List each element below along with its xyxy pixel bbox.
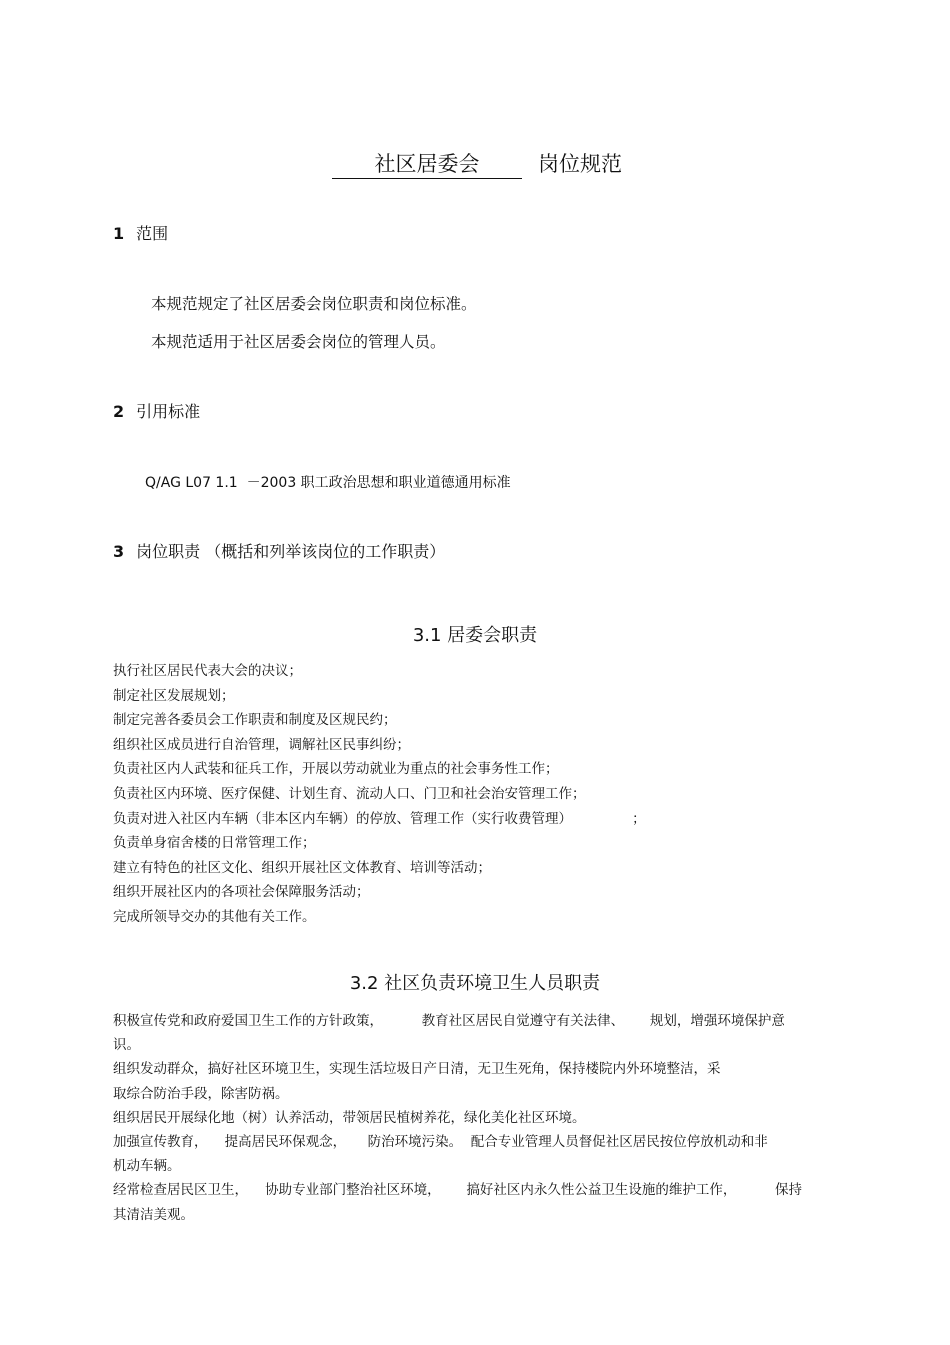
list-item: 经常检查居民区卫生， 协助专业部门整治社区环境， 搞好社区内永久性公益卫生设施的维护工作， 保持 bbox=[113, 1182, 803, 1199]
list-item: 组织居民开展绿化地（树）认养活动，带领居民植树养花，绿化美化社区环境。 bbox=[113, 1109, 586, 1126]
scope-line-1: 本规范规定了社区居委会岗位职责和岗位标准。 bbox=[151, 295, 477, 313]
subsection-title-3-1: 3.1 居委会职责 bbox=[412, 625, 538, 646]
list-item: 制定社区发展规划； bbox=[113, 687, 235, 704]
list-item: 制定完善各委员会工作职责和制度及区规民约； bbox=[113, 712, 397, 729]
page-title bbox=[332, 150, 622, 179]
section-label: 范围 bbox=[136, 224, 169, 243]
list-item: 积极宣传党和政府爱国卫生工作的方针政策， 教育社区居民自觉遵守有关法律、 规划，增强环境保护意 bbox=[113, 1013, 785, 1029]
list-item: 机动车辆。 bbox=[113, 1158, 181, 1175]
section-label: 引用标准 bbox=[136, 402, 201, 421]
section-number: 3 bbox=[113, 542, 125, 561]
section-number: 2 bbox=[113, 402, 125, 421]
duty-list-3-1 bbox=[113, 659, 646, 930]
list-item: 负责单身宿舍楼的日常管理工作； bbox=[113, 835, 316, 852]
section-number: 1 bbox=[113, 224, 125, 243]
list-item: 取综合防治手段，除害防祸。 bbox=[113, 1085, 289, 1102]
section-label: 岗位职责 （概括和列举该岗位的工作职责） bbox=[136, 542, 446, 561]
list-item: 其清洁美观。 bbox=[113, 1206, 194, 1223]
title-rest: 岗位规范 bbox=[538, 152, 622, 176]
duty-list-3-2 bbox=[113, 1009, 802, 1227]
list-item: 负责社区内环境、医疗保健、计划生育、流动人口、门卫和社会治安管理工作； bbox=[113, 785, 586, 802]
scope-line-2: 本规范适用于社区居委会岗位的管理人员。 bbox=[151, 333, 446, 351]
list-item: 负责社区内人武装和征兵工作，开展以劳动就业为重点的社会事务性工作； bbox=[113, 761, 559, 778]
subsection-title-3-2: 3.2 社区负责环境卫生人员职责 bbox=[349, 973, 601, 994]
list-item: 加强宣传教育， 提高居民环保观念， 防治环境污染。 配合专业管理人员督促社区居民按位停放机动和非 bbox=[113, 1134, 768, 1151]
list-item: 完成所领导交办的其他有关工作。 bbox=[113, 908, 316, 925]
list-item: 组织发动群众，搞好社区环境卫生，实现生活垃圾日产日清，无卫生死角，保持楼院内外环境整洁，采 bbox=[113, 1061, 721, 1078]
section-heading-1 bbox=[113, 223, 168, 245]
list-item: 识。 bbox=[113, 1037, 140, 1054]
section-heading-2 bbox=[113, 401, 200, 423]
reference-standard: Q/AG L07 1.1 －2003 职工政治思想和职业道德通用标准 bbox=[145, 475, 511, 491]
section-heading-3 bbox=[113, 541, 445, 563]
list-item: 执行社区居民代表大会的决议； bbox=[113, 663, 302, 679]
list-item: 组织开展社区内的各项社会保障服务活动； bbox=[113, 884, 370, 901]
list-item: 组织社区成员进行自治管理，调解社区民事纠纷； bbox=[113, 736, 410, 753]
title-underlined: 社区居委会 bbox=[332, 150, 522, 179]
list-item: 负责对进入社区内车辆（非本区内车辆）的停放、管理工作（实行收费管理） ； bbox=[113, 810, 646, 827]
list-item: 建立有特色的社区文化、组织开展社区文体教育、培训等活动； bbox=[113, 859, 491, 876]
